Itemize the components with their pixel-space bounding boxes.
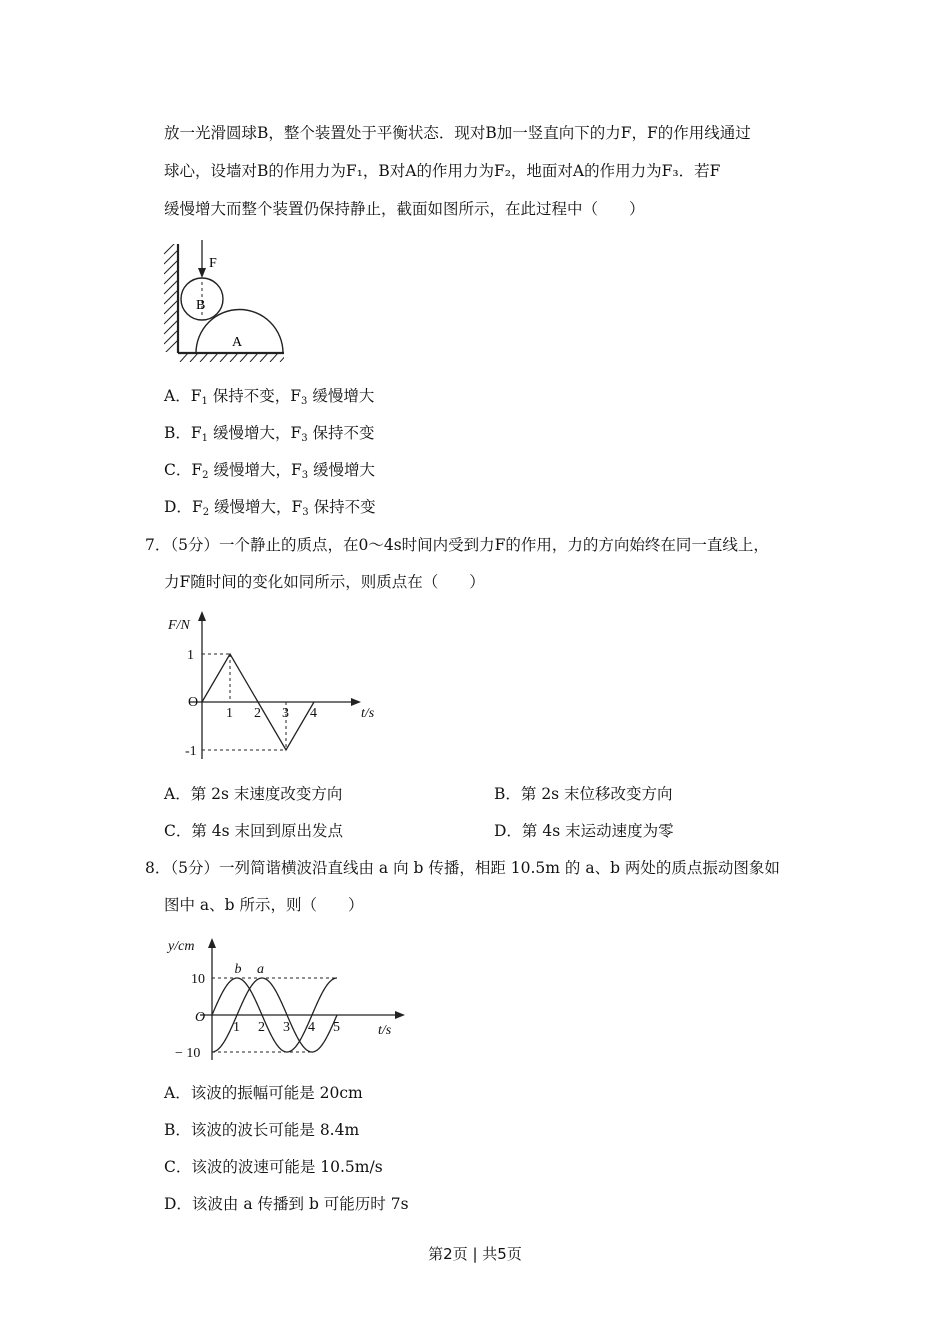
x-tick-label: 4 [310,706,317,721]
x-tick-label: 5 [333,1020,340,1035]
x-tick-label: 2 [258,1020,265,1035]
q8-stem-line-1: 8．（5分）一列简谐横波沿直线由 a 向 b 传播，相距 10.5m 的 a、b 两处的质点振动图象如 [145,859,780,877]
force-label: F [209,256,217,271]
q7-option-b[interactable]: B．第 2s 末位移改变方向 [494,785,673,803]
q8-stem-line-2: 图中 a、b 所示，则（ ） [164,896,364,914]
x-tick-label: 3 [282,706,289,721]
q7-option-c[interactable]: C．第 4s 末回到原出发点 [164,822,344,840]
y-axis-arrow [198,611,206,621]
x-axis-label: t/s [361,706,375,721]
ball-label: B [196,298,206,313]
q8-option-b[interactable]: B．该波的波长可能是 8.4m [164,1121,360,1139]
y-tick-label: -1 [185,744,197,759]
x-tick-label: 1 [226,706,233,721]
origin-label: O [195,1010,206,1025]
q6-option-d[interactable]: D．$F_2$ 缓慢增大，$F_3$ 保持不变 [164,498,376,518]
origin-label: O [188,695,199,710]
q8-option-d[interactable]: D．该波由 a 传播到 b 可能历时 7s [164,1195,409,1213]
q8-vibration-chart [165,930,415,1065]
y-tick-label: 1 [187,648,194,663]
q7-stem-line-2: 力F随时间的变化如同所示，则质点在（ ） [164,573,485,591]
q6-option-b[interactable]: B．$F_1$ 缓慢增大，$F_3$ 保持不变 [164,424,375,444]
q8-option-a[interactable]: A．该波的振幅可能是 20cm [164,1084,363,1102]
q6-option-a[interactable]: A．$F_1$ 保持不变，$F_3$ 缓慢增大 [164,387,375,407]
block-label: A [232,335,243,350]
q6-wall-ball-figure [160,232,295,362]
q6-stem-line-1: 放一光滑圆球B，整个装置处于平衡状态．现对B加一竖直向下的力F，F的作用线通过 [164,124,751,142]
x-tick-label: 2 [254,706,261,721]
x-tick-label: 4 [308,1020,315,1035]
x-tick-label: 1 [233,1020,240,1035]
x-tick-label: 3 [283,1020,290,1035]
q8-option-c[interactable]: C．该波的波速可能是 10.5m/s [164,1158,383,1176]
q6-option-c[interactable]: C．$F_2$ 缓慢增大，$F_3$ 缓慢增大 [164,461,376,481]
q7-force-time-chart [165,607,375,767]
q7-stem-line-1: 7．（5分）一个静止的质点，在0～4s时间内受到力F的作用，力的方向始终在同一直线上， [145,536,769,554]
x-axis-arrow [395,1011,405,1019]
y-tick-label: 10 [191,972,205,987]
q6-stem-line-3: 缓慢增大而整个装置仍保持静止，截面如图所示，在此过程中（ ） [164,200,645,218]
x-axis-arrow [351,698,361,706]
series-b-label: b [234,962,242,977]
q7-option-d[interactable]: D．第 4s 末运动速度为零 [494,822,674,840]
series-a-label: a [257,962,264,977]
y-axis-arrow [208,938,216,948]
y-axis-label: y/cm [168,939,195,954]
x-axis-label: t/s [378,1023,392,1038]
q6-stem-line-2: 球心，设墙对B的作用力为F₁，B对A的作用力为F₂，地面对A的作用力为F₃．若F [164,162,721,180]
y-axis-label: F/N [168,618,190,633]
page-footer: 第2页 | 共5页 [428,1245,522,1263]
y-tick-label: − 10 [175,1046,201,1061]
q7-option-a[interactable]: A．第 2s 末速度改变方向 [164,785,343,803]
